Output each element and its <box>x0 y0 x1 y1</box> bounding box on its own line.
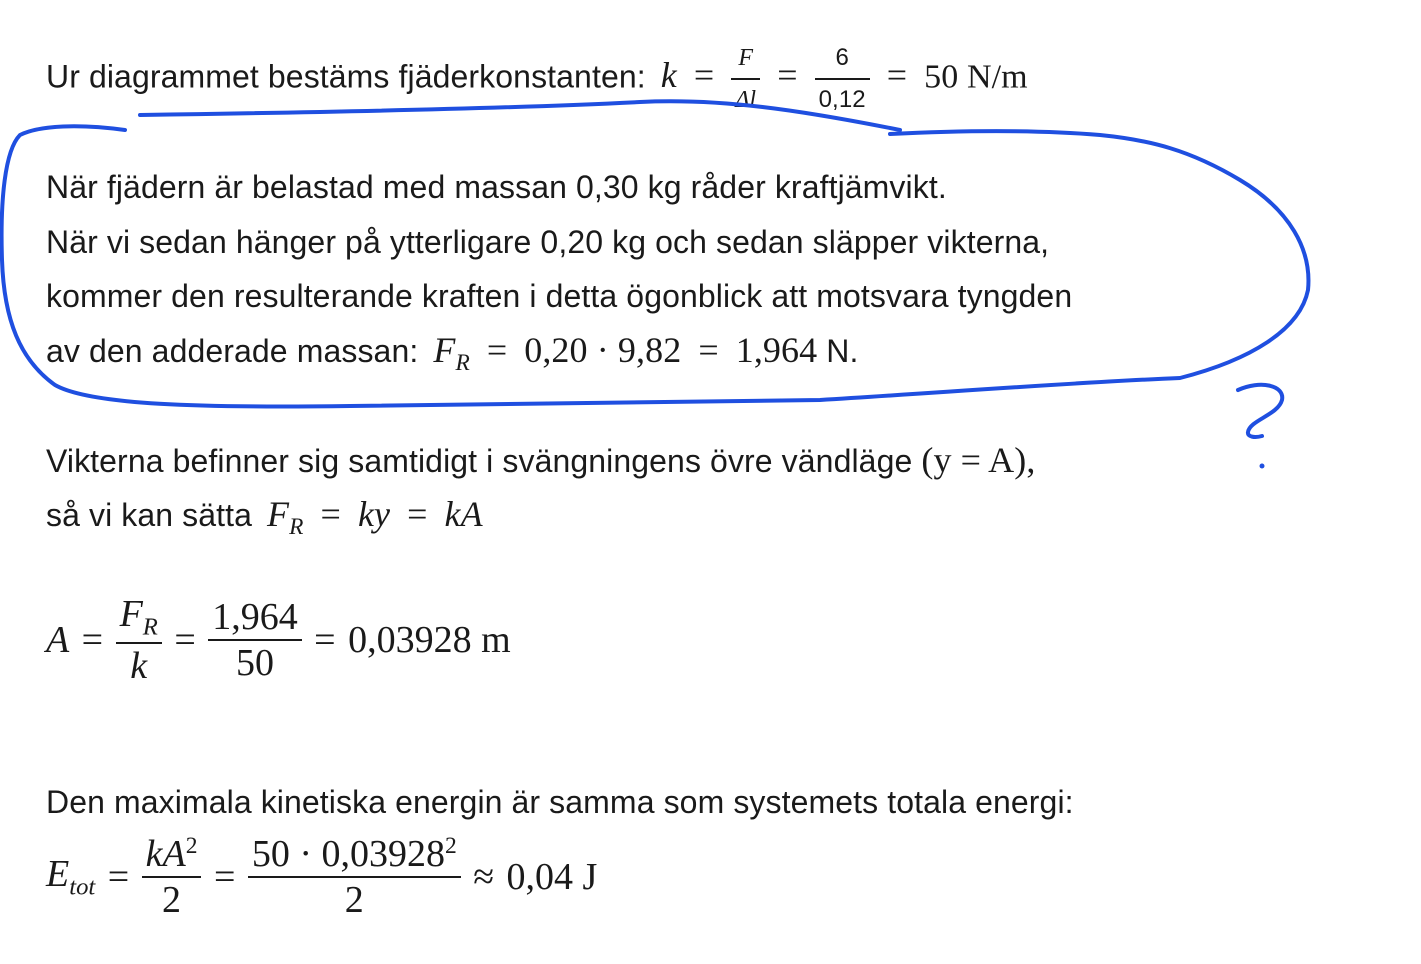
fraction-denominator: k <box>130 644 148 687</box>
paragraph-text: Vikterna befinner sig samtidigt i svängningens övre vändläge <box>46 443 913 479</box>
fraction-numerator: F <box>731 38 760 80</box>
ka-term: kA <box>444 494 483 534</box>
r-subscript: R <box>289 514 304 541</box>
amplitude-result: 0,03928 m <box>348 618 511 661</box>
ink-dot <box>1260 464 1265 469</box>
amplitude-symbol: A <box>46 618 70 661</box>
force-symbol <box>267 494 304 541</box>
force-unit: N. <box>826 333 859 369</box>
force-over-extension-fraction <box>731 38 760 120</box>
k-symbol: k <box>660 55 677 96</box>
equals-sign: = <box>886 55 908 96</box>
approx-sign: ≈ <box>473 856 495 898</box>
energy-equation: $E_{tot}$ = $\frac{kA^2}{2}$ = $\frac{50 \cdot 0,03928^2}{2}$ ≈ 0,04 J <box>46 833 598 921</box>
amplitude-equation: A = $\frac{F_R}{k}$ = $\frac{1,964}{50}$ = 0,03928 m <box>46 593 511 687</box>
energy-statement: Den maximala kinetiska energin är samma som systemets totala energi: <box>46 784 1074 820</box>
numeric-fraction <box>208 595 302 685</box>
ky-term: ky <box>357 494 391 534</box>
force-equation-line: så vi kan sätta $F_R$ = ky = kA <box>46 494 483 541</box>
force-result: 1,964 <box>735 330 818 370</box>
position-expression: (y = A), <box>921 440 1036 480</box>
fraction-numerator: $50 \cdot 0,03928^2$ <box>248 832 461 878</box>
paragraph-line: När fjädern är belastad med massan 0,30 kg råder kraftjämvikt. <box>46 169 947 205</box>
spring-constant-line <box>46 38 1028 120</box>
fraction-numerator: 1,964 <box>208 595 302 641</box>
force-symbol <box>433 330 470 377</box>
paragraph-line: kommer den resulterande kraften i detta ögonblick att motsvara tyngden <box>46 278 1073 314</box>
ka2-over-2-fraction <box>142 832 202 922</box>
fraction-denominator: 2 <box>162 879 182 921</box>
spring-constant-result: 50 N/m <box>924 58 1028 96</box>
r-subscript: R <box>455 350 470 377</box>
energy-symbol: $E_{tot}$ <box>46 853 96 901</box>
paragraph-text: så vi kan sätta <box>46 497 253 533</box>
fraction-denominator: 50 <box>235 641 274 684</box>
fraction-numerator: 6 <box>815 38 870 80</box>
fraction-denominator: 0,12 <box>818 86 866 113</box>
fraction-numerator: $kA^2$ <box>142 832 202 878</box>
ink-question-mark-stroke <box>1238 385 1282 437</box>
f-letter: F <box>433 330 456 370</box>
fraction-numerator: $F_R$ <box>116 592 162 644</box>
numeric-fraction <box>815 38 870 120</box>
paragraph-text: av den adderade massan: <box>46 333 419 369</box>
paragraph-line: När vi sedan hänger på ytterligare 0,20 kg och sedan släpper vikterna, <box>46 224 1050 260</box>
resultant-force-line: av den adderade massan: $F_R = 0,20 \cdot 9,82 = 1,964$ N. <box>46 330 859 377</box>
force-over-k-fraction <box>116 592 162 688</box>
fraction-denominator: Δl <box>735 87 757 113</box>
amplitude-position-line <box>46 440 1035 481</box>
equals-sign: = <box>777 55 798 96</box>
f-letter: F <box>267 494 290 534</box>
numeric-energy-fraction <box>248 832 461 922</box>
fraction-denominator: 2 <box>344 879 364 921</box>
spring-constant-text: Ur diagrammet bestäms fjäderkonstanten: <box>46 58 646 95</box>
equals-sign: = <box>693 55 715 96</box>
force-expression: 0,20 · 9,82 <box>524 330 682 370</box>
energy-result: 0,04 J <box>506 856 598 898</box>
